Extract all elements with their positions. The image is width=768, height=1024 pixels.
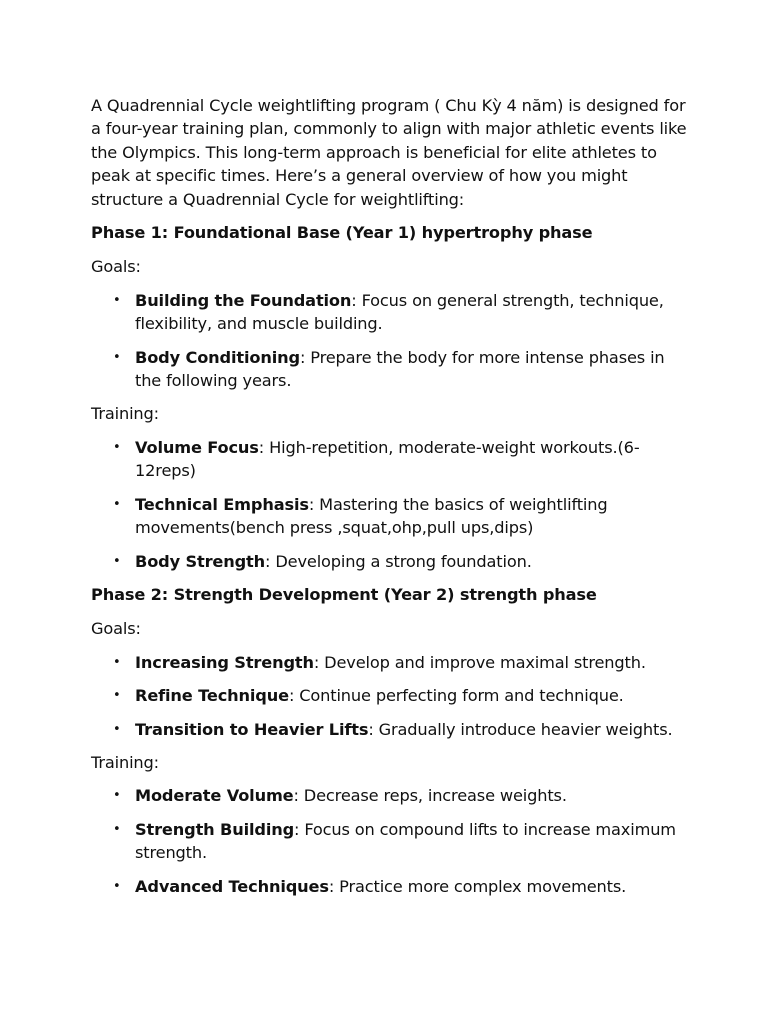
list-item	[91, 289, 691, 336]
bullet-icon: •	[113, 788, 121, 804]
item-term: Technical Emphasis	[135, 494, 309, 514]
goals-list	[91, 289, 691, 393]
item-text: : High-repetition, moderate-weight workouts.(6-12reps)	[135, 437, 640, 481]
training-list	[91, 436, 691, 573]
item-text: : Gradually introduce heavier weights.	[368, 719, 673, 739]
item-term: Body Strength	[135, 551, 266, 571]
list-item	[91, 550, 691, 573]
goals-label: Goals:	[91, 257, 141, 277]
bullet-icon: •	[113, 654, 121, 670]
item-term: Volume Focus	[135, 437, 259, 457]
item-term: Refine Technique	[135, 686, 289, 706]
goals-label: Goals:	[91, 619, 141, 639]
bullet-icon: •	[113, 496, 121, 512]
list-item	[91, 818, 691, 865]
item-text: : Practice more complex movements.	[328, 876, 627, 896]
phase-heading: Phase 1: Foundational Base (Year 1) hypertrophy phase	[91, 223, 593, 243]
item-term: Advanced Techniques	[135, 876, 329, 896]
item-text: : Mastering the basics of weightlifting movements(bench press ,squat,ohp,pull ups,dips)	[135, 494, 608, 538]
phase-1-section	[91, 221, 691, 573]
item-text: : Focus on general strength, technique, flexibility, and muscle building.	[135, 290, 664, 334]
item-text: : Decrease reps, increase weights.	[293, 786, 567, 806]
bullet-icon: •	[113, 349, 121, 365]
item-text: : Prepare the body for more intense phases in the following years.	[135, 347, 665, 391]
item-text: : Developing a strong foundation.	[265, 551, 532, 571]
document-page	[91, 94, 691, 908]
bullet-icon: •	[113, 553, 121, 569]
list-item	[91, 684, 691, 707]
bullet-icon: •	[113, 878, 121, 894]
item-term: Transition to Heavier Lifts	[135, 719, 369, 739]
item-term: Increasing Strength	[135, 652, 314, 672]
phase-2-section	[91, 583, 691, 898]
item-term: Body Conditioning	[135, 347, 300, 367]
intro-paragraph: A Quadrennial Cycle weightlifting program ( Chu Kỳ 4 năm) is designed for a four-year training plan, commonly to align with major athletic events like the Olympics. This long-term approach is beneficial for elite athletes to peak at specific times. Here’s a general overview of how you might structure a Quadrennial Cycle for weightlifting:	[91, 96, 687, 209]
list-item	[91, 651, 691, 674]
item-term: Moderate Volume	[135, 786, 294, 806]
training-label: Training:	[91, 404, 159, 424]
training-list	[91, 784, 691, 898]
item-term: Strength Building	[135, 819, 295, 839]
bullet-icon: •	[113, 292, 121, 308]
phase-heading: Phase 2: Strength Development (Year 2) strength phase	[91, 584, 597, 604]
list-item	[91, 718, 691, 741]
training-label: Training:	[91, 752, 159, 772]
list-item	[91, 436, 691, 483]
item-term: Building the Foundation	[135, 290, 352, 310]
item-text: : Focus on compound lifts to increase maximum strength.	[135, 819, 676, 863]
list-item	[91, 784, 691, 807]
bullet-icon: •	[113, 688, 121, 704]
item-text: : Continue perfecting form and technique.	[288, 686, 624, 706]
item-text: : Develop and improve maximal strength.	[313, 652, 646, 672]
list-item	[91, 493, 691, 540]
list-item	[91, 875, 691, 898]
bullet-icon: •	[113, 821, 121, 837]
goals-list	[91, 651, 691, 741]
list-item	[91, 346, 691, 393]
bullet-icon: •	[113, 721, 121, 737]
bullet-icon: •	[113, 439, 121, 455]
